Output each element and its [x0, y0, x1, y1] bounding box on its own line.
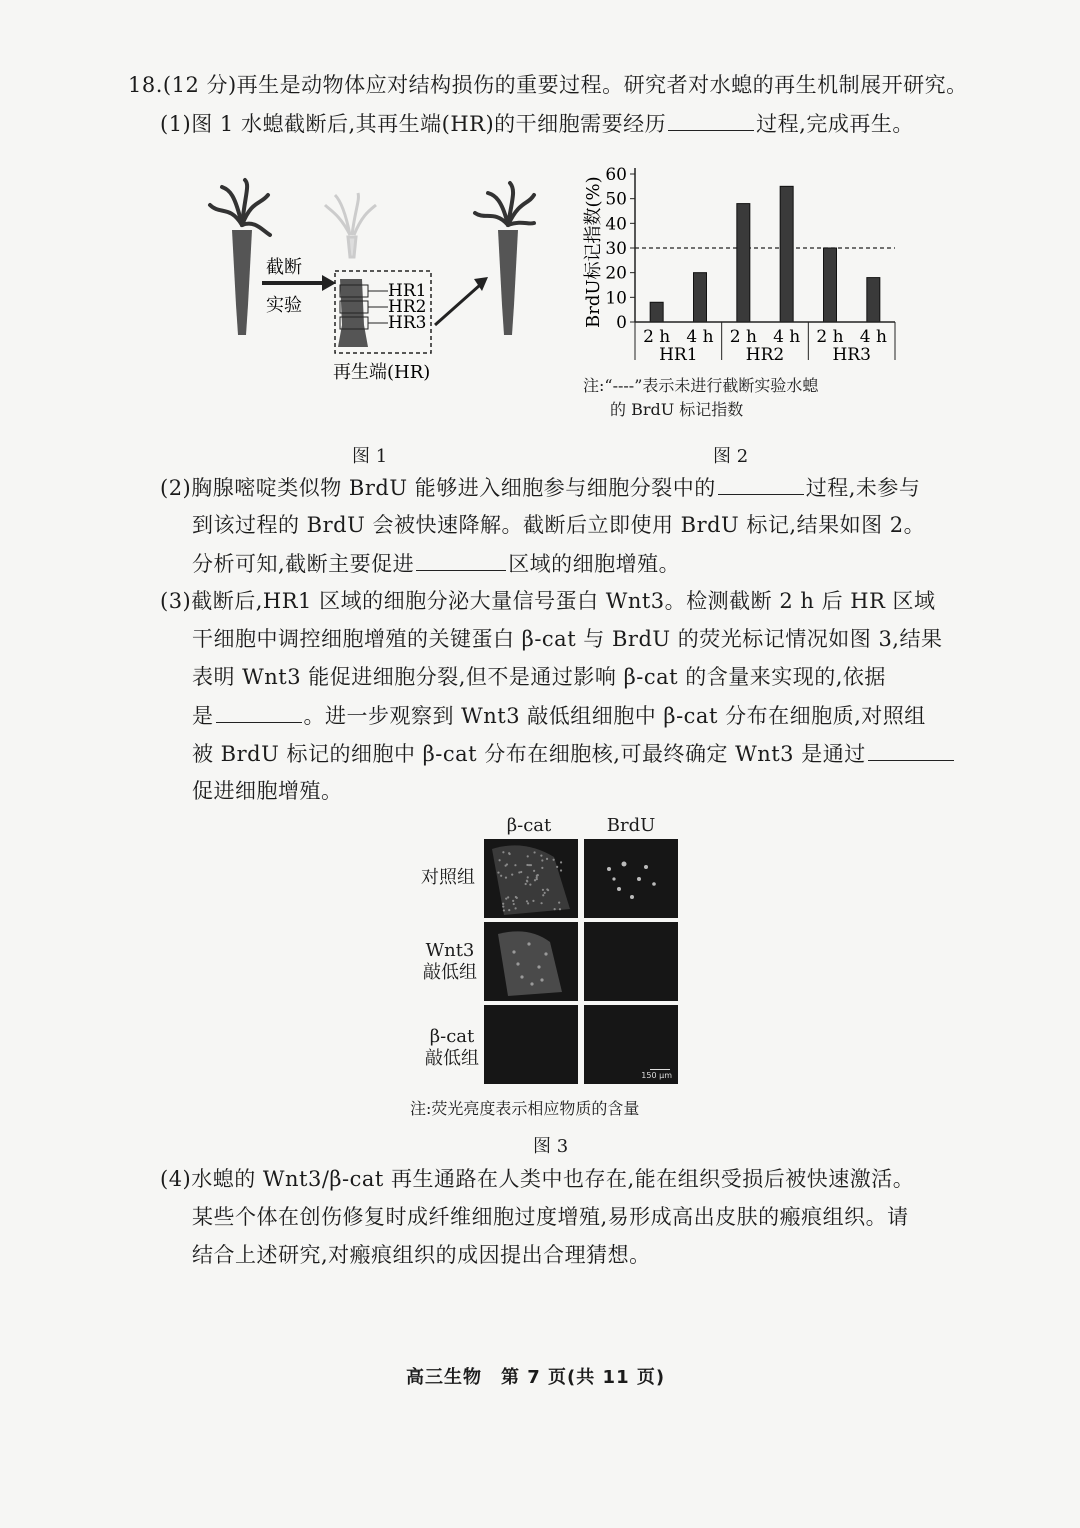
- figure-1-diagram: [190, 175, 570, 395]
- hydra-left-body: [232, 230, 252, 335]
- question-part3-line4: [192, 700, 926, 731]
- fig3-row-label-wnt3: Wnt3 敲低组: [423, 940, 477, 983]
- question-header: 18.(12 分)再生是动物体应对结构损伤的重要过程。研究者对水螅的再生机制展开研究。: [128, 73, 968, 97]
- chart-bar: [824, 248, 837, 322]
- chart-group-label: HR1: [659, 345, 698, 365]
- chart-xtick-label: 4 h: [859, 327, 887, 347]
- scale-bar: [650, 1069, 670, 1070]
- chart-bar: [650, 302, 663, 322]
- chart-xtick-label: 4 h: [686, 327, 714, 347]
- chart-ytick-label: 60: [605, 165, 627, 185]
- chart-xtick-label: 4 h: [773, 327, 801, 347]
- chart-ytick-label: 40: [605, 214, 627, 235]
- chart-ytick-label: 20: [605, 263, 627, 284]
- question-part3-line3: 表明 Wnt3 能促进细胞分裂,但不是通过影响 β-cat 的含量来实现的,依据: [192, 665, 886, 689]
- micrograph-control-bcat: [484, 839, 578, 918]
- micrograph-wnt3-brdu: [584, 922, 678, 1001]
- fig1-arrow-label-top: 截断: [266, 257, 302, 278]
- part3-text-b: 。进一步观察到 Wnt3 敲低组细胞中 β-cat 分布在细胞质,对照组: [303, 704, 926, 728]
- page-footer: 高三生物 第 7 页(共 11 页): [406, 1367, 666, 1388]
- fig2-note-line1: 注:“----”表示未进行截断实验水螅: [583, 376, 819, 395]
- answer-blank-5[interactable]: [868, 738, 954, 761]
- fig3-note: 注:荧光亮度表示相应物质的含量: [410, 1099, 640, 1118]
- fig3-row-label-bcat: β-cat 敲低组: [425, 1026, 479, 1069]
- chart-xtick-label: 2 h: [816, 327, 844, 347]
- chart-ylabel: BrdU标记指数(%): [583, 176, 604, 328]
- scale-bar-label: 150 μm: [641, 1071, 672, 1080]
- question-part3-line1: (3)截断后,HR1 区域的细胞分泌大量信号蛋白 Wnt3。检测截断 2 h 后 HR 区域: [160, 589, 936, 613]
- chart-group-label: HR3: [832, 345, 871, 365]
- question-part4-line2: 某些个体在创伤修复时成纤维细胞过度增殖,易形成高出皮肤的瘢痕组织。请: [192, 1205, 909, 1229]
- chart-bar: [737, 204, 750, 322]
- answer-blank-3[interactable]: [416, 548, 506, 571]
- question-part2-line3: [192, 548, 680, 579]
- fig3-col-label-brdu: BrdU: [606, 815, 656, 836]
- fig2-caption: 图 2: [713, 446, 749, 467]
- part3-text-a: 是: [192, 704, 214, 728]
- chart-ytick-label: 30: [605, 239, 627, 259]
- question-part3-line5: [192, 738, 956, 769]
- chart-bar: [694, 273, 707, 322]
- region-label: 再生端(HR): [333, 362, 431, 383]
- hr3-label: HR3: [388, 313, 427, 333]
- part2-text-d: 区域的细胞增殖。: [508, 552, 681, 576]
- part3-text-c: 被 BrdU 标记的细胞中 β-cat 分布在细胞核,可最终确定 Wnt3 是通过: [192, 742, 866, 766]
- fig1-arrow-label-bottom: 实验: [266, 295, 302, 316]
- hydra-right-icon: [475, 183, 534, 225]
- hr2-label: HR2: [388, 297, 427, 317]
- hr1-label: HR1: [388, 281, 427, 301]
- chart-ytick-label: 10: [605, 288, 627, 309]
- question-part2-line1: [160, 472, 920, 503]
- question-part3-line2: 干细胞中调控细胞增殖的关键蛋白 β-cat 与 BrdU 的荧光标记情况如图 3,结果: [192, 627, 943, 651]
- micrograph-control-brdu: [584, 839, 678, 918]
- answer-blank-2[interactable]: [718, 472, 804, 495]
- question-part4-line3: 结合上述研究,对瘢痕组织的成因提出合理猜想。: [192, 1243, 651, 1267]
- chart-xtick-label: 2 h: [729, 327, 757, 347]
- part2-text-c: 分析可知,截断主要促进: [192, 552, 415, 576]
- fig3-caption: 图 3: [533, 1136, 569, 1157]
- hydra-cut-head-icon: [325, 193, 376, 257]
- answer-blank-4[interactable]: [216, 700, 302, 723]
- figure-2-bar-chart: [575, 150, 905, 380]
- micrograph-wnt3-bcat: [484, 922, 578, 1001]
- chart-xtick-label: 2 h: [643, 327, 671, 347]
- part2-text-b: 过程,未参与: [805, 476, 921, 500]
- micrograph-bcat-bcat: [484, 1005, 578, 1084]
- chart-ytick-label: 50: [605, 189, 627, 210]
- fig2-note-line2: 的 BrdU 标记指数: [610, 400, 744, 419]
- chart-group-label: HR2: [745, 345, 785, 365]
- fig1-caption: 图 1: [352, 446, 388, 467]
- part1-text-b: 过程,完成再生。: [756, 112, 914, 136]
- part1-text-a: (1)图 1 水螅截断后,其再生端(HR)的干细胞需要经历: [160, 112, 667, 136]
- chart-ytick-label: 0: [616, 313, 627, 333]
- micrograph-bcat-brdu: [584, 1005, 678, 1084]
- chart-bar: [867, 278, 880, 322]
- question-part2-line2: 到该过程的 BrdU 会被快速降解。截断后立即使用 BrdU 标记,结果如图 2。: [192, 513, 926, 537]
- question-part1: [160, 108, 914, 139]
- question-part3-line6: 促进细胞增殖。: [192, 779, 343, 803]
- part2-text-a: (2)胸腺嘧啶类似物 BrdU 能够进入细胞参与细胞分裂中的: [160, 476, 716, 500]
- question-part4-line1: (4)水螅的 Wnt3/β-cat 再生通路在人类中也存在,能在组织受损后被快速激活。: [160, 1167, 915, 1191]
- chart-bar: [780, 186, 793, 322]
- fig3-col-label-bcat: β-cat: [506, 815, 552, 836]
- hydra-left-icon: [210, 180, 270, 235]
- answer-blank-1[interactable]: [668, 108, 754, 131]
- fig3-row-label-control: 对照组: [421, 867, 475, 888]
